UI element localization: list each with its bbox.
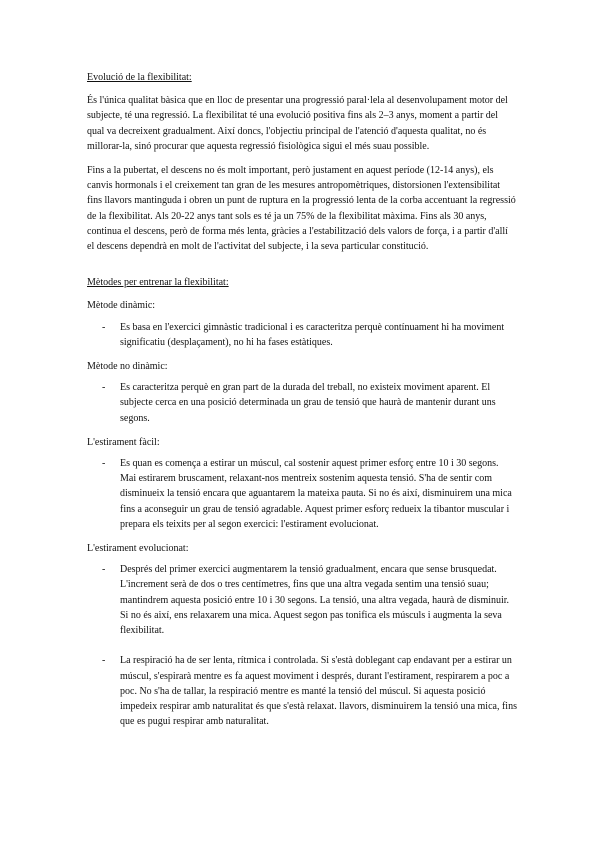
list-item-breathing bbox=[87, 653, 517, 729]
section-title-methods: Mètodes per entrenar la flexibilitat: bbox=[87, 277, 229, 289]
list-dash: - bbox=[102, 321, 106, 333]
method-label-dynamic: Mètode dinàmic: bbox=[87, 300, 156, 312]
list-item-easy-stretch bbox=[87, 456, 517, 532]
method-label-evolved-stretch: L'estirament evolucionat: bbox=[87, 543, 189, 555]
section-title-evolution: Evolució de la flexibilitat: bbox=[87, 72, 192, 83]
paragraph-evolution-intro: És l'única qualitat bàsica que en lloc de presentar una progressió paral·lela al desenvolupament motor del subjecte, té una regressió. La flexibilitat té una evolució positiva fins als 2–3 anys, moment a partir del qual va decreixent gradualment. Així doncs, l'objectiu principal de l'atenció d'aquesta qualitat, no és millorar-la, sinó procurar que aquesta regressió fisiològica sigui el més suau possible. bbox=[87, 95, 508, 152]
list-item-non-dynamic bbox=[87, 380, 517, 426]
document-body bbox=[87, 70, 517, 738]
list-dash: - bbox=[102, 458, 106, 470]
method-label-non-dynamic: Mètode no dinàmic: bbox=[87, 361, 168, 373]
method-label-easy-stretch: L'estirament fàcil: bbox=[87, 436, 160, 448]
list-item-dynamic bbox=[87, 320, 517, 350]
list-item-text: Es basa en l'exercici gimnàstic tradicional i es caracteritza perquè contínuament hi ha moviment significatiu (desplaçament), no hi ha fases estàtiques. bbox=[120, 321, 505, 348]
list-item-text: Després del primer exercici augmentarem la tensió gradualment, encara que sense brusquedat. L'increment serà de dos o tres centímetres, fins que una altra vegada sentim una tensió suau; mantindrem aquesta posició entre 10 i 30 segons. La tensió, una altra vegada, haurà de disminuir. Si no és així, ens relaxarem una mica. Aquest segon pas tonifica els músculs i augmenta la seva flexibilitat. bbox=[120, 564, 510, 637]
list-item-text: Es caracteritza perquè en gran part de la durada del treball, no existeix moviment aparent. El subjecte cerca en una posició determinada un grau de tensió que haurà de mantenir durant uns segons. bbox=[120, 382, 496, 424]
list-item-evolved-stretch bbox=[87, 562, 517, 638]
list-dash: - bbox=[102, 655, 106, 667]
paragraph-evolution-stages: Fins a la pubertat, el descens no és molt important, però justament en aquest període (12-14 anys), els canvis hormonals i el creixement tan gran de les mesures antropomètriques, distorsionen l'extensibilitat fins llavors mantinguda i obren un punt de ruptura en la progressió lenta de la corba accentuant la regressió de la flexibilitat. Als 20-22 anys tant sols es té ja un 75% de la flexibilitat màxima. Fins als 30 anys, continua el descens, però de forma més lenta, gràcies a l'estabilització dels valors de força, i a partir d'allí el descens dependrà en molt de l'activitat del subjecte, i la seva particular constitució. bbox=[87, 165, 516, 253]
list-dash: - bbox=[102, 382, 106, 394]
list-item-text: Es quan es comença a estirar un múscul, cal sostenir aquest primer esforç entre 10 i 30 segons. Mai estirarem bruscament, relaxant-nos mentreix sostenim aquesta tensió. S'ha de sentir com disminueix la tensió encara que aguantarem la mateixa pauta. Si no és així, disminuirem una mica fins a aconseguir un grau de tensió agradable. Aquest primer esforç redueix la tibantor muscular i prepara els teixits per al segon exercici: l'estirament evolucionat. bbox=[120, 458, 512, 530]
list-item-text: La respiració ha de ser lenta, rítmica i controlada. Si s'està doblegant cap endavant per a estirar un múscul, s'espirarà mentre es fa aquest moviment i després, durant l'estirament, respirarem a poc a poc. No s'ha de tallar, la respiració mentre es manté la tensió del múscul. Si aquesta posició impedeix respirar amb naturalitat és que s'està relaxat. llavors, disminuirem la tensió una mica, fins que es pugui respirar amb naturalitat. bbox=[120, 655, 517, 728]
list-dash: - bbox=[102, 564, 106, 576]
